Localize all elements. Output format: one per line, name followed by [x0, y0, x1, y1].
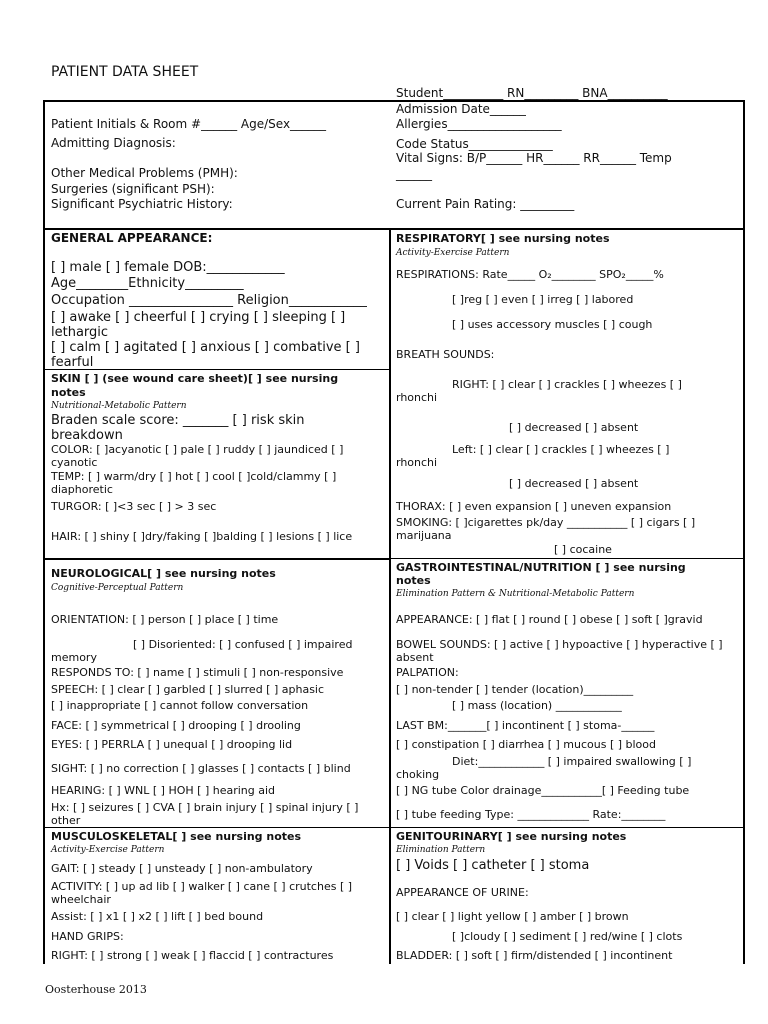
center-divider	[389, 228, 391, 964]
gu-heading: GENITOURINARY[ ] see nursing notes	[396, 830, 627, 843]
admission-date: Admission Date______	[396, 102, 526, 116]
mood-line: [ ] awake [ ] cheerful [ ] crying [ ] sleeping [ ]	[51, 310, 346, 325]
stool: [ ] constipation [ ] diarrhea [ ] mucous [ ] blood	[396, 738, 657, 751]
skin-color: COLOR: [ ]acyanotic [ ] pale [ ] ruddy [ ] jaundiced [ ]	[51, 443, 344, 456]
neuro-pattern: Cognitive-Perceptual Pattern	[51, 583, 184, 593]
divider-resp-gi	[390, 558, 745, 559]
divider-top-box	[43, 228, 745, 230]
affect-line: [ ] calm [ ] agitated [ ] anxious [ ] combative [ ]	[51, 340, 360, 355]
braden-score-cont: breakdown	[51, 428, 123, 443]
bowel-sounds-cont: absent	[396, 651, 434, 664]
gi-pattern: Elimination Pattern & Nutritional-Metabolic Pattern	[396, 589, 635, 599]
divider-general-skin	[43, 369, 390, 370]
breath-right-cont: rhonchi	[396, 391, 438, 404]
divider-lower	[43, 827, 745, 828]
urine-appearance: APPEARANCE OF URINE:	[396, 886, 529, 899]
age-ethnicity: Age________Ethnicity_________	[51, 276, 244, 291]
code-status: Code Status______________	[396, 137, 553, 151]
admitting-diagnosis: Admitting Diagnosis:	[51, 136, 176, 150]
divider-skin-neuro	[43, 558, 390, 560]
psh: Surgeries (significant PSH):	[51, 182, 215, 196]
mass: [ ] mass (location) ____________	[452, 699, 622, 712]
general-heading: GENERAL APPEARANCE:	[51, 231, 213, 245]
breath-right-decreased: [ ] decreased [ ] absent	[509, 421, 639, 434]
musculo-pattern: Activity-Exercise Pattern	[51, 845, 165, 855]
bowel-sounds: BOWEL SOUNDS: [ ] active [ ] hypoactive [ ] hyperactive [ ]	[396, 638, 723, 651]
turgor: TURGOR: [ ]<3 sec [ ] > 3 sec	[51, 500, 217, 513]
vital-signs-cont: ______	[396, 167, 432, 181]
breath-left-cont: rhonchi	[396, 456, 438, 469]
psych-history: Significant Psychiatric History:	[51, 197, 233, 211]
patient-initials: Patient Initials & Room #______ Age/Sex______	[51, 117, 327, 131]
page-title: PATIENT DATA SHEET	[51, 64, 199, 80]
musculo-heading: MUSCULOSKELETAL[ ] see nursing notes	[51, 830, 302, 843]
assist: Assist: [ ] x1 [ ] x2 [ ] lift [ ] bed bound	[51, 910, 264, 923]
resp-regularity: [ ]reg [ ] even [ ] irreg [ ] labored	[452, 293, 634, 306]
neuro-heading: NEUROLOGICAL[ ] see nursing notes	[51, 567, 276, 580]
gait: GAIT: [ ] steady [ ] unsteady [ ] non-ambulatory	[51, 862, 313, 875]
resp-accessory: [ ] uses accessory muscles [ ] cough	[452, 318, 653, 331]
student-line: Student__________ RN_________ BNA__________	[396, 86, 668, 100]
affect-line-cont: fearful	[51, 355, 94, 370]
allergies: Allergies___________________	[396, 117, 562, 131]
activity: ACTIVITY: [ ] up ad lib [ ] walker [ ] cane [ ] crutches [ ]	[51, 880, 353, 893]
resp-pattern: Activity-Exercise Pattern	[396, 248, 510, 258]
diet-cont: choking	[396, 768, 440, 781]
bladder: BLADDER: [ ] soft [ ] firm/distended [ ] incontinent	[396, 949, 673, 962]
urine-clarity: [ ]cloudy [ ] sediment [ ] red/wine [ ] clots	[452, 930, 683, 943]
cocaine: [ ] cocaine	[554, 543, 612, 556]
breath-right: RIGHT: [ ] clear [ ] crackles [ ] wheezes [ ]	[452, 378, 682, 391]
ng-tube: [ ] NG tube Color drainage___________[ ] Feeding tube	[396, 784, 690, 797]
neuro-history-cont: other	[51, 814, 81, 827]
pain-rating: Current Pain Rating: _________	[396, 197, 575, 211]
vital-signs: Vital Signs: B/P______ HR______ RR______ Temp	[396, 151, 672, 165]
breath-left: Left: [ ] clear [ ] crackles [ ] wheezes [ ]	[452, 443, 670, 456]
breath-left-decreased: [ ] decreased [ ] absent	[509, 477, 639, 490]
resp-heading: RESPIRATORY[ ] see nursing notes	[396, 232, 610, 245]
skin-temp: TEMP: [ ] warm/dry [ ] hot [ ] cool [ ]cold/clammy [ ]	[51, 470, 337, 483]
thorax: THORAX: [ ] even expansion [ ] uneven expansion	[396, 500, 672, 513]
breath-sounds: BREATH SOUNDS:	[396, 348, 495, 361]
activity-cont: wheelchair	[51, 893, 111, 906]
hand-grips: HAND GRIPS:	[51, 930, 124, 943]
diet: Diet:____________ [ ] impaired swallowing [ ]	[452, 755, 692, 768]
last-bm: LAST BM:_______[ ] incontinent [ ] stoma-______	[396, 719, 655, 732]
eyes: EYES: [ ] PERRLA [ ] unequal [ ] drooping lid	[51, 738, 293, 751]
gender-dob: [ ] male [ ] female DOB:____________	[51, 260, 285, 275]
footer-credit: Oosterhouse 2013	[45, 983, 147, 996]
palpation: PALPATION:	[396, 666, 459, 679]
skin-pattern: Nutritional-Metabolic Pattern	[51, 401, 187, 411]
disoriented-cont: memory	[51, 651, 97, 664]
mood-line-cont: lethargic	[51, 325, 109, 340]
hair: HAIR: [ ] shiny [ ]dry/faking [ ]balding [ ] lesions [ ] lice	[51, 530, 353, 543]
disoriented: [ ] Disoriented: [ ] confused [ ] impaired	[133, 638, 353, 651]
tube-feeding: [ ] tube feeding Type: _____________ Rate:________	[396, 808, 666, 821]
face: FACE: [ ] symmetrical [ ] drooping [ ] drooling	[51, 719, 301, 732]
skin-heading: SKIN [ ] (see wound care sheet)[ ] see nursing	[51, 372, 339, 385]
grip-right: RIGHT: [ ] strong [ ] weak [ ] flaccid [ ] contractures	[51, 949, 334, 962]
smoking: SMOKING: [ ]cigarettes pk/day ___________ [ ] cigars [ ]	[396, 516, 696, 529]
voids: [ ] Voids [ ] catheter [ ] stoma	[396, 858, 590, 873]
speech: SPEECH: [ ] clear [ ] garbled [ ] slurred [ ] aphasic	[51, 683, 325, 696]
braden-score: Braden scale score: _______ [ ] risk skin	[51, 413, 305, 428]
skin-heading-cont: notes	[51, 386, 86, 399]
speech-inappropriate: [ ] inappropriate [ ] cannot follow conversation	[51, 699, 309, 712]
occupation-religion: Occupation ________________ Religion____________	[51, 293, 367, 308]
gu-pattern: Elimination Pattern	[396, 845, 486, 855]
neuro-history: Hx: [ ] seizures [ ] CVA [ ] brain injury [ ] spinal injury [ ]	[51, 801, 359, 814]
respirations: RESPIRATIONS: Rate_____ O₂________ SPO₂_____%	[396, 268, 664, 281]
tenderness: [ ] non-tender [ ] tender (location)_________	[396, 683, 634, 696]
responds-to: RESPONDS TO: [ ] name [ ] stimuli [ ] non-responsive	[51, 666, 344, 679]
pmh: Other Medical Problems (PMH):	[51, 166, 238, 180]
smoking-cont: marijuana	[396, 529, 452, 542]
sight: SIGHT: [ ] no correction [ ] glasses [ ] contacts [ ] blind	[51, 762, 351, 775]
orientation: ORIENTATION: [ ] person [ ] place [ ] time	[51, 613, 279, 626]
top-border	[43, 100, 745, 102]
abdomen-appearance: APPEARANCE: [ ] flat [ ] round [ ] obese [ ] soft [ ]gravid	[396, 613, 703, 626]
skin-temp-cont: diaphoretic	[51, 483, 113, 496]
urine-color: [ ] clear [ ] light yellow [ ] amber [ ] brown	[396, 910, 629, 923]
skin-color-cont: cyanotic	[51, 456, 98, 469]
gi-heading-cont: notes	[396, 574, 431, 587]
gi-heading: GASTROINTESTINAL/NUTRITION [ ] see nursing	[396, 561, 686, 574]
hearing: HEARING: [ ] WNL [ ] HOH [ ] hearing aid	[51, 784, 276, 797]
